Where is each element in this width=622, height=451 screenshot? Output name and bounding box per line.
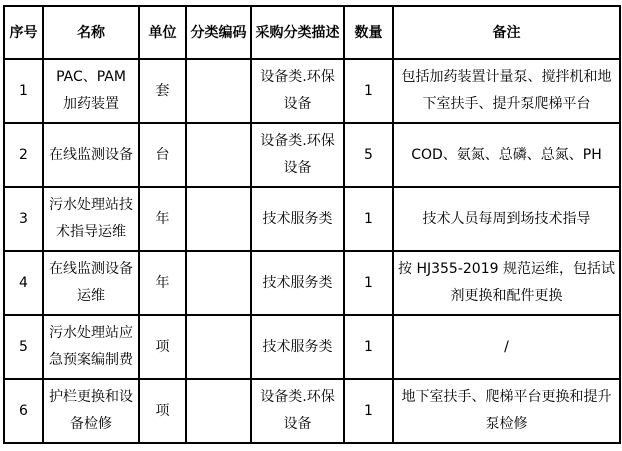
table-cell: 设备类.环保设备 <box>251 379 344 443</box>
table-cell: 3 <box>4 187 43 251</box>
table-cell: 在线监测设备运维 <box>43 251 139 315</box>
table-cell: 5 <box>4 315 43 379</box>
table-row <box>4 123 620 187</box>
table-cell: 技术人员每周到场技术指导 <box>393 187 620 251</box>
table-cell <box>186 59 251 123</box>
header-cell-desc: 采购分类描述 <box>251 6 344 59</box>
header-cell-index: 序号 <box>4 6 43 59</box>
header-cell-code: 分类编码 <box>186 6 251 59</box>
procurement-table <box>3 5 621 444</box>
table-cell: 技术服务类 <box>251 315 344 379</box>
table-cell <box>186 379 251 443</box>
table-cell <box>186 315 251 379</box>
table-cell: PAC、PAM 加药装置 <box>43 59 139 123</box>
table-cell: 项 <box>139 315 186 379</box>
table-cell: 在线监测设备 <box>43 123 139 187</box>
table-cell: 按 HJ355-2019 规范运维，包括试剂更换和配件更换 <box>393 251 620 315</box>
table-cell: 1 <box>344 379 393 443</box>
table-cell: 技术服务类 <box>251 187 344 251</box>
table-row <box>4 251 620 315</box>
table-cell: 1 <box>4 59 43 123</box>
table-cell: 包括加药装置计量泵、搅拌机和地下室扶手、提升泵爬梯平台 <box>393 59 620 123</box>
table-row <box>4 315 620 379</box>
header-cell-unit: 单位 <box>139 6 186 59</box>
table-cell: 护栏更换和设备检修 <box>43 379 139 443</box>
table-cell: 1 <box>344 251 393 315</box>
header-cell-qty: 数量 <box>344 6 393 59</box>
table-cell <box>186 123 251 187</box>
table-cell: 6 <box>4 379 43 443</box>
table-cell: 2 <box>4 123 43 187</box>
table-cell: 设备类.环保设备 <box>251 123 344 187</box>
table-cell: COD、氨氮、总磷、总氮、PH <box>393 123 620 187</box>
table-row <box>4 379 620 443</box>
table-cell: 项 <box>139 379 186 443</box>
table-cell: 4 <box>4 251 43 315</box>
table-cell: 污水处理站应急预案编制费 <box>43 315 139 379</box>
table-cell: 年 <box>139 251 186 315</box>
table-cell: 技术服务类 <box>251 251 344 315</box>
table-row <box>4 187 620 251</box>
table-cell: 台 <box>139 123 186 187</box>
table-cell: 5 <box>344 123 393 187</box>
table-cell <box>186 251 251 315</box>
header-row <box>4 6 620 59</box>
table-cell: 设备类.环保设备 <box>251 59 344 123</box>
table-cell: 套 <box>139 59 186 123</box>
table-cell: 污水处理站技术指导运维 <box>43 187 139 251</box>
table-cell <box>186 187 251 251</box>
table-cell: 1 <box>344 187 393 251</box>
table-cell: 1 <box>344 59 393 123</box>
table-cell: / <box>393 315 620 379</box>
table-body <box>4 59 620 443</box>
table-cell: 地下室扶手、爬梯平台更换和提升泵检修 <box>393 379 620 443</box>
header-cell-remark: 备注 <box>393 6 620 59</box>
table-cell: 年 <box>139 187 186 251</box>
table-row <box>4 59 620 123</box>
header-cell-name: 名称 <box>43 6 139 59</box>
table-cell: 1 <box>344 315 393 379</box>
